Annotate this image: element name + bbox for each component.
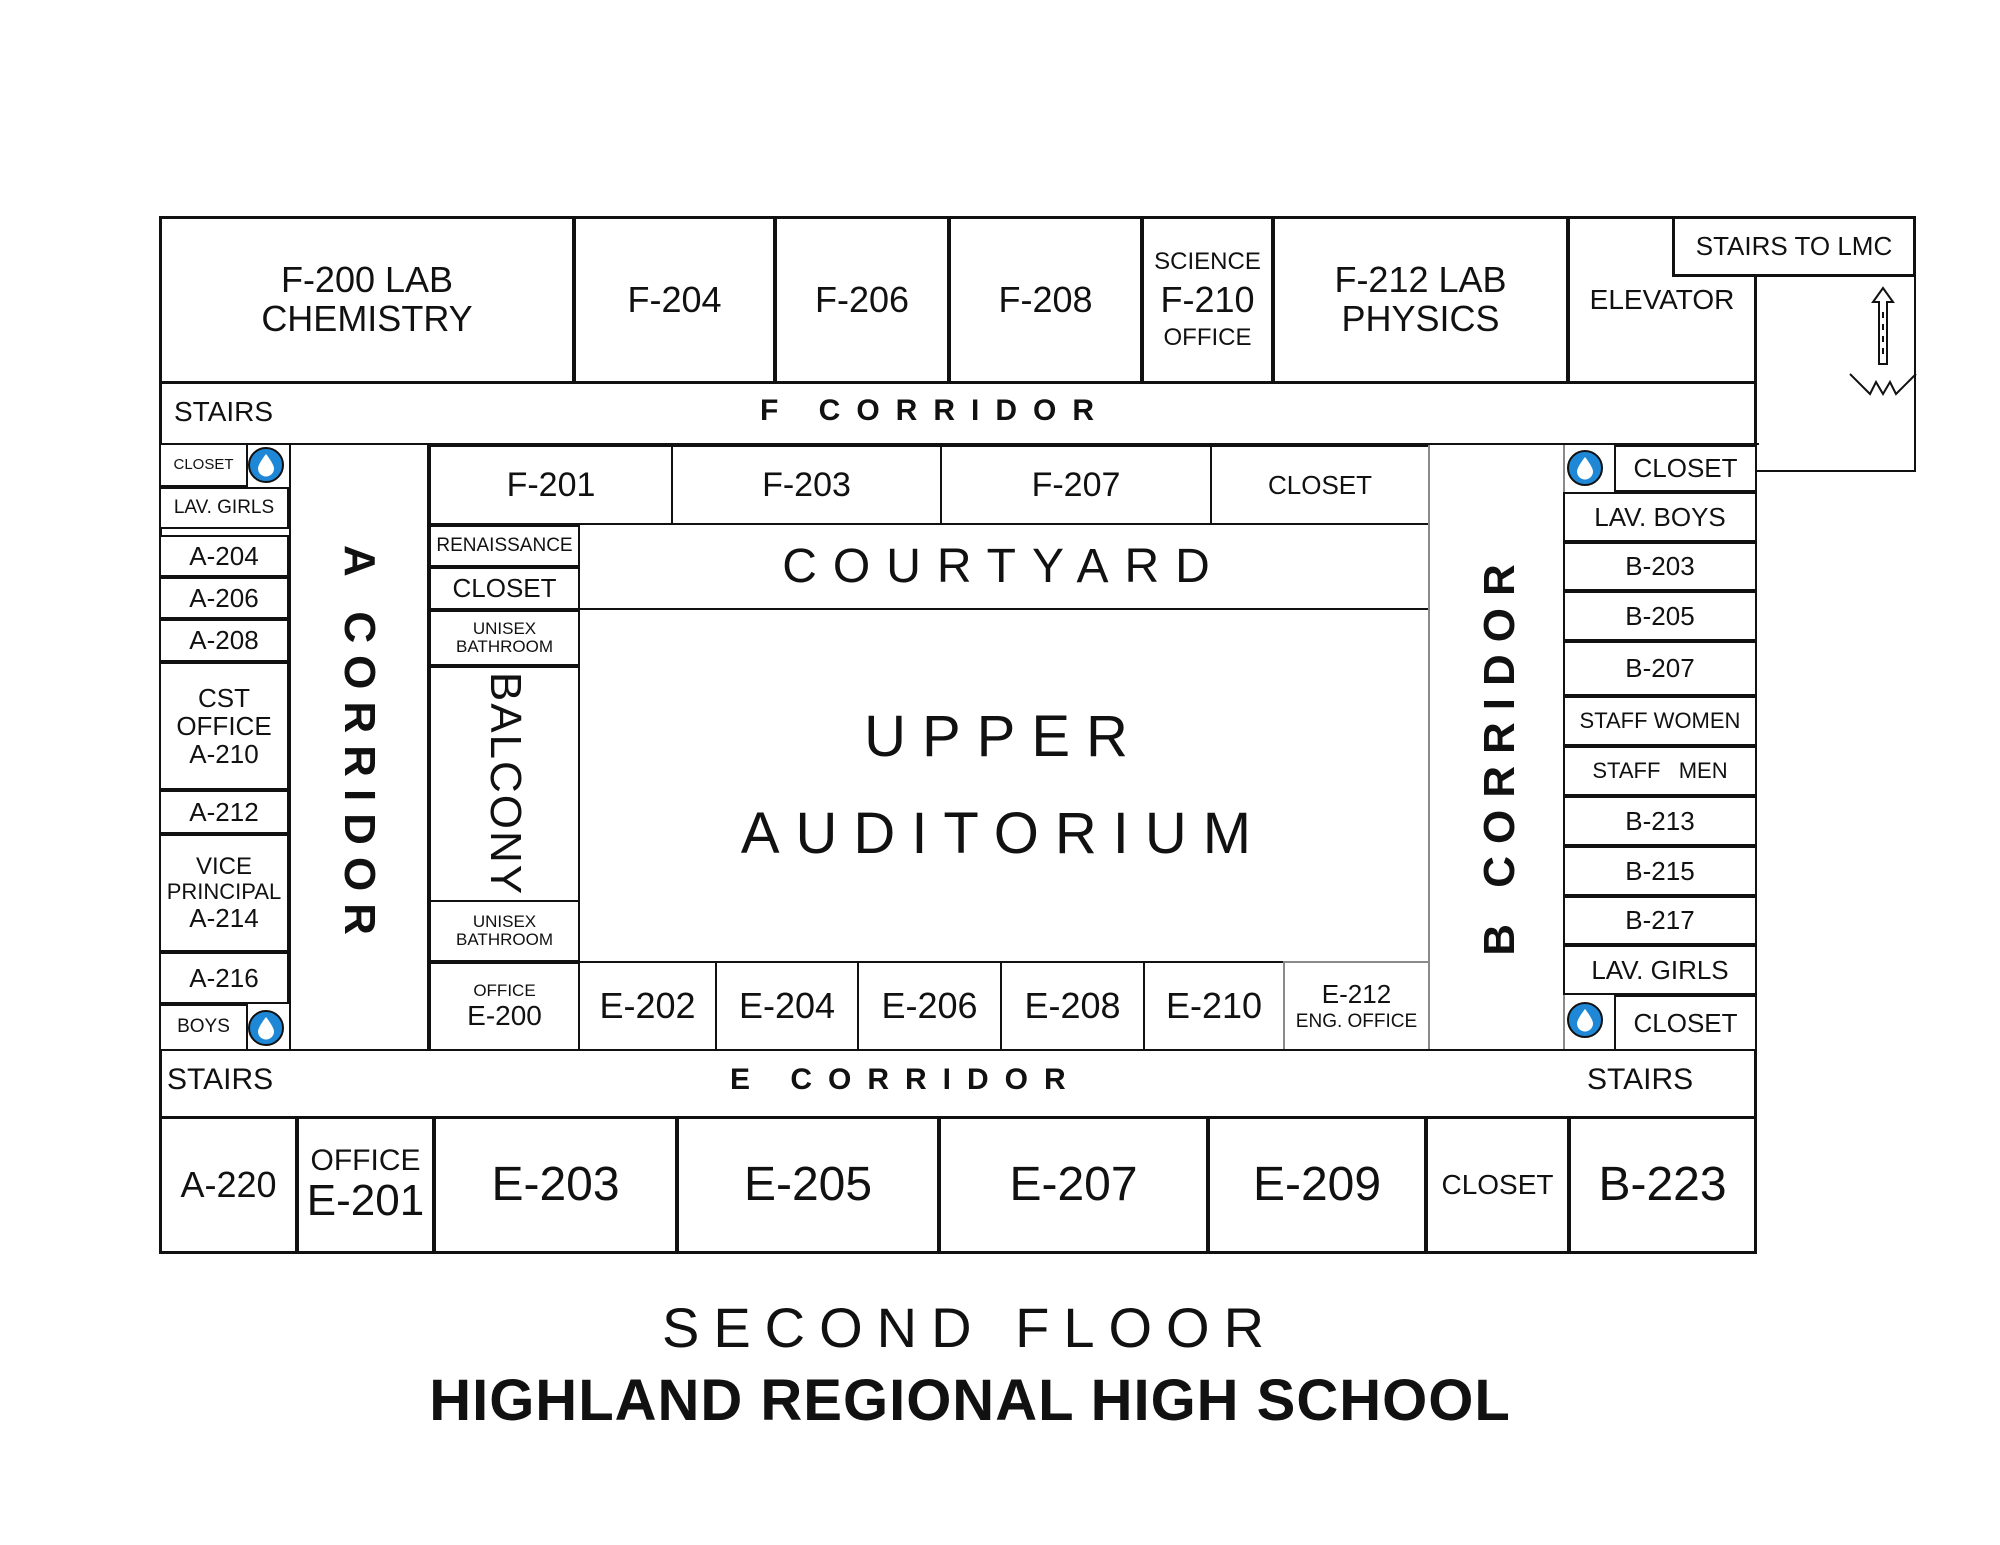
- room-a210-line2: OFFICE: [176, 710, 272, 741]
- room-f212-label: F-212 LAB: [1334, 259, 1507, 301]
- closet-b-bottom-label: CLOSET: [1633, 1007, 1738, 1038]
- office-e201-line1: OFFICE: [310, 1144, 421, 1178]
- room-f204-label: F-204: [627, 278, 722, 320]
- a-corridor-label: A CORRIDOR: [335, 545, 384, 947]
- office-e200-line2: E-200: [467, 999, 542, 1031]
- room-b223[interactable]: [1568, 1116, 1757, 1254]
- closet-inner[interactable]: [429, 567, 580, 610]
- room-e212-label: E-212: [1321, 978, 1392, 1009]
- room-e209-label: E-209: [1252, 1158, 1382, 1212]
- office-e201[interactable]: [296, 1116, 435, 1254]
- stairs-label-bottom-left: STAIRS: [167, 1063, 274, 1096]
- room-f207[interactable]: [940, 445, 1212, 525]
- room-b203[interactable]: [1563, 542, 1757, 591]
- closet-a-top[interactable]: [159, 443, 248, 487]
- room-a220-label: A-220: [180, 1163, 277, 1205]
- unisex-bathroom-bottom-line2: BATHROOM: [456, 930, 553, 949]
- room-e207[interactable]: [938, 1116, 1209, 1254]
- f-corridor-label: F CORRIDOR: [760, 394, 1110, 427]
- lav-boys-b[interactable]: [1563, 492, 1757, 542]
- unisex-bathroom-top[interactable]: [429, 610, 580, 666]
- room-a212[interactable]: [159, 790, 289, 834]
- closet-e-row[interactable]: [1425, 1116, 1570, 1254]
- room-e210-label: E-210: [1165, 984, 1263, 1026]
- room-b213[interactable]: [1563, 796, 1757, 846]
- room-e208-label: E-208: [1024, 984, 1121, 1026]
- closet-b-top-label: CLOSET: [1633, 453, 1738, 484]
- unisex-bathroom-top-line2: BATHROOM: [456, 637, 553, 656]
- unisex-bathroom-bottom-line1: UNISEX: [472, 911, 537, 931]
- room-e203[interactable]: [433, 1116, 678, 1254]
- auditorium-line2: AUDITORIUM: [740, 800, 1268, 866]
- office-e200-line1: OFFICE: [473, 981, 536, 1001]
- room-a210[interactable]: [159, 662, 289, 790]
- room-e210[interactable]: [1143, 961, 1285, 1051]
- staff-men[interactable]: [1563, 746, 1757, 796]
- renaissance-label: RENAISSANCE: [436, 534, 573, 556]
- stairs-to-lmc-label: STAIRS TO LMC: [1695, 231, 1893, 262]
- room-f210[interactable]: [1141, 216, 1274, 384]
- room-e204[interactable]: [715, 961, 859, 1051]
- room-a206[interactable]: [159, 577, 289, 619]
- room-a204-label: A-204: [189, 540, 259, 571]
- courtyard: [578, 523, 1430, 610]
- room-f208-label: F-208: [998, 278, 1093, 320]
- room-e204-label: E-204: [738, 984, 836, 1026]
- water-drop-icon: [1567, 450, 1603, 486]
- upper-auditorium[interactable]: [578, 608, 1430, 963]
- office-e201-line2: E-201: [306, 1176, 425, 1226]
- closet-f-row-label: CLOSET: [1267, 469, 1373, 500]
- room-f206-label: F-206: [814, 278, 910, 320]
- staff-men-label: STAFF MEN: [1592, 758, 1728, 784]
- lav-girls-b-label: LAV. GIRLS: [1591, 954, 1729, 985]
- room-a212-label: A-212: [189, 796, 259, 827]
- room-e205-label: E-205: [743, 1158, 873, 1212]
- balcony-label: BALCONY: [481, 671, 530, 897]
- room-b215[interactable]: [1563, 846, 1757, 896]
- stairs-label-top-left: STAIRS: [174, 396, 274, 427]
- room-b223-label: B-223: [1598, 1158, 1727, 1212]
- room-a214-line3: A-214: [189, 902, 259, 933]
- room-a208-label: A-208: [189, 625, 259, 656]
- room-a216-label: A-216: [189, 962, 259, 993]
- closet-e-row-label: CLOSET: [1441, 1168, 1554, 1200]
- room-e207-label: E-207: [1009, 1158, 1138, 1212]
- room-b207[interactable]: [1563, 641, 1757, 696]
- room-b205[interactable]: [1563, 591, 1757, 641]
- room-a208[interactable]: [159, 619, 289, 662]
- lav-girls-b[interactable]: [1563, 945, 1757, 995]
- staff-women[interactable]: [1563, 696, 1757, 746]
- school-name: HIGHLAND REGIONAL HIGH SCHOOL: [429, 1368, 1511, 1433]
- water-drop-icon: [1567, 1002, 1603, 1038]
- room-f204[interactable]: [573, 216, 776, 384]
- room-e209[interactable]: [1207, 1116, 1427, 1254]
- room-f203[interactable]: [671, 445, 942, 525]
- room-b217[interactable]: [1563, 896, 1757, 945]
- room-b215-label: B-215: [1625, 855, 1695, 886]
- unisex-bathroom-bottom[interactable]: [429, 900, 580, 962]
- auditorium-line1: UPPER: [864, 703, 1144, 769]
- room-f201-label: F-201: [506, 465, 596, 504]
- room-f206[interactable]: [774, 216, 950, 384]
- room-e202-label: E-202: [599, 984, 696, 1026]
- water-drop-icon: [248, 447, 284, 483]
- room-f212[interactable]: [1272, 216, 1569, 384]
- room-e205[interactable]: [676, 1116, 940, 1254]
- room-f210-dept: SCIENCE: [1154, 247, 1261, 275]
- room-a210-line1: CST: [198, 682, 250, 713]
- water-drop-icon: [248, 1010, 284, 1046]
- stairs-to-lmc[interactable]: [1672, 216, 1916, 277]
- lav-boys-b-label: LAV. BOYS: [1594, 501, 1726, 532]
- room-b203-label: B-203: [1625, 551, 1695, 582]
- room-f210-type: OFFICE: [1163, 324, 1252, 352]
- room-a204[interactable]: [159, 535, 289, 577]
- courtyard-label: COURTYARD: [782, 539, 1226, 593]
- lav-boys-a-label: BOYS: [177, 1016, 230, 1038]
- room-f210-label: F-210: [1160, 278, 1255, 320]
- room-f201[interactable]: [429, 445, 673, 525]
- room-a214[interactable]: [159, 834, 289, 952]
- stairs-label-bottom-right: STAIRS: [1587, 1063, 1694, 1096]
- room-b205-label: B-205: [1625, 600, 1695, 631]
- room-a214-line2: PRINCIPAL: [166, 879, 282, 905]
- b-corridor-label: B CORRIDOR: [1475, 552, 1524, 956]
- room-b207-label: B-207: [1625, 653, 1695, 684]
- e-corridor-top-line: [159, 1049, 1757, 1051]
- room-e202[interactable]: [578, 961, 717, 1051]
- elevator-label: ELEVATOR: [1589, 283, 1735, 315]
- room-f200[interactable]: [159, 216, 575, 384]
- closet-b-bottom[interactable]: [1614, 995, 1757, 1051]
- room-a210-line3: A-210: [189, 739, 259, 770]
- room-b217-label: B-217: [1625, 905, 1695, 936]
- room-a206-label: A-206: [189, 582, 259, 613]
- floor-title: SECOND FLOOR: [661, 1296, 1279, 1359]
- room-e208[interactable]: [1000, 961, 1145, 1051]
- room-b213-label: B-213: [1625, 805, 1695, 836]
- unisex-bathroom-top-line1: UNISEX: [472, 618, 537, 638]
- staff-women-label: STAFF WOMEN: [1579, 708, 1741, 734]
- room-f212-subject: PHYSICS: [1341, 298, 1500, 339]
- room-f203-label: F-203: [762, 465, 851, 504]
- up-arrow-icon: [1848, 282, 1918, 404]
- room-a220[interactable]: [159, 1116, 298, 1254]
- room-e206[interactable]: [857, 961, 1002, 1051]
- room-a216[interactable]: [159, 952, 289, 1004]
- lav-girls-a-label: LAV. GIRLS: [173, 496, 275, 518]
- e-corridor-label: E CORRIDOR: [730, 1063, 1082, 1096]
- room-e203-label: E-203: [491, 1158, 620, 1212]
- lav-girls-a[interactable]: [159, 487, 289, 529]
- room-f200-subject: CHEMISTRY: [261, 298, 473, 339]
- renaissance-room[interactable]: [429, 525, 580, 567]
- room-f207-label: F-207: [1031, 465, 1121, 504]
- closet-a-top-label: CLOSET: [173, 455, 234, 473]
- room-f200-label: F-200 LAB: [280, 259, 454, 301]
- closet-b-top[interactable]: [1614, 445, 1757, 492]
- closet-f-row[interactable]: [1210, 445, 1430, 525]
- room-e212[interactable]: [1283, 961, 1430, 1051]
- room-a214-line1: VICE: [195, 853, 252, 881]
- closet-inner-label: CLOSET: [452, 573, 557, 604]
- office-e200[interactable]: [429, 962, 580, 1051]
- room-e212-sub: ENG. OFFICE: [1295, 1010, 1418, 1032]
- room-e206-label: E-206: [881, 984, 978, 1026]
- lav-boys-a[interactable]: [159, 1004, 248, 1051]
- room-f208[interactable]: [948, 216, 1143, 384]
